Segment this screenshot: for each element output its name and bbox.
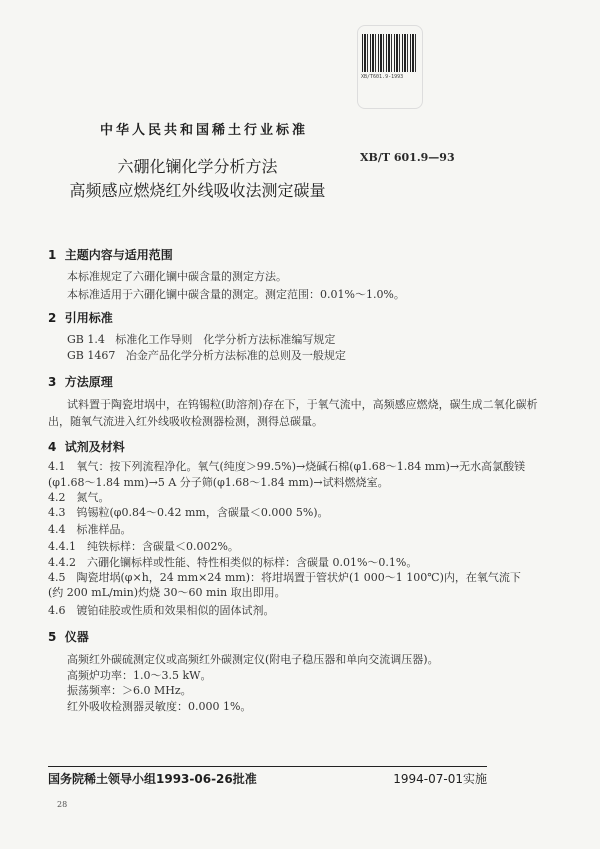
section-title: 仪器 xyxy=(64,630,89,644)
section-number: 2 xyxy=(48,311,57,325)
paragraph: 高频炉功率：1.0～3.5 kW。 xyxy=(67,669,212,682)
issuer-heading: 中华人民共和国稀土行业标准 xyxy=(100,123,309,138)
section-number: 4 xyxy=(48,440,57,454)
section-title: 方法原理 xyxy=(64,375,113,389)
clause-4-4-2: 4.4.2 六硼化镧标样或性能、特性相类似的标样：含碳量 0.01%～0.1%。 xyxy=(48,556,418,569)
paragraph: 振荡频率：＞6.0 MHz。 xyxy=(67,684,192,697)
barcode xyxy=(362,34,417,72)
reference-item xyxy=(67,333,335,346)
page-number: 28 xyxy=(57,800,68,809)
paragraph: 本标准规定了六硼化镧中碳含量的测定方法。 xyxy=(67,270,287,283)
section-number: 1 xyxy=(48,248,57,262)
clause-4-1-cont: (φ1.68～1.84 mm)→5 A 分子筛(φ1.68～1.84 mm)→试料燃烧室。 xyxy=(48,476,389,489)
reference-title: 冶金产品化学分析方法标准的总则及一般规定 xyxy=(125,349,346,362)
section-5-heading xyxy=(48,628,89,645)
title-line-1: 六硼化镧化学分析方法 xyxy=(117,157,278,176)
clause-4-4-1: 4.4.1 纯铁标样：含碳量＜0.002%。 xyxy=(48,540,239,553)
clause-4-5-cont: (约 200 mL/min)灼烧 30～60 min 取出即用。 xyxy=(48,586,286,599)
reference-code: GB 1467 xyxy=(67,349,116,362)
section-number: 3 xyxy=(48,375,57,389)
clause-4-6: 4.6 镀铂硅胶或性质和效果相似的固体试剂。 xyxy=(48,604,275,617)
clause-4-5: 4.5 陶瓷坩埚(φ×h，24 mm×24 mm)：将坩埚置于管状炉(1 000～1 100℃)内，在氧气流下 xyxy=(48,571,521,584)
approval-line: 国务院稀土领导小组1993-06-26批准 xyxy=(48,772,257,786)
clause-4-2: 4.2 氮气。 xyxy=(48,491,110,504)
section-number: 5 xyxy=(48,630,57,644)
section-title: 主题内容与适用范围 xyxy=(64,248,173,262)
section-title: 试剂及材料 xyxy=(64,440,125,454)
paragraph: 出，随氧气流进入红外线吸收检测器检测，测得总碳量。 xyxy=(48,415,323,428)
clause-4-4: 4.4 标准样品。 xyxy=(48,523,132,536)
paragraph: 高频红外碳硫测定仪或高频红外碳测定仪(附电子稳压器和单向交流调压器)。 xyxy=(67,653,439,666)
clause-4-1: 4.1 氧气：按下列流程净化。氧气(纯度＞99.5%)→烧碱石棉(φ1.68～1.84 mm)→无水高氯酸镁 xyxy=(48,460,526,473)
section-2-heading xyxy=(48,309,113,326)
paragraph: 红外吸收检测器灵敏度：0.000 1%。 xyxy=(67,700,252,713)
effective-date: 1994-07-01实施 xyxy=(393,772,487,786)
paragraph: 试料置于陶瓷坩埚中，在钨锡粒(助溶剂)存在下，于氧气流中，高频感应燃烧，碳生成二氧化碳析 xyxy=(67,398,538,411)
section-4-heading xyxy=(48,438,125,455)
paragraph: 本标准适用于六硼化镧中碳含量的测定。测定范围：0.01%～1.0%。 xyxy=(67,288,405,301)
standard-number: XB/T 601.9—93 xyxy=(360,151,455,164)
reference-item xyxy=(67,349,346,362)
section-1-heading xyxy=(48,246,173,263)
footer-rule xyxy=(48,766,487,767)
reference-title: 标准化工作导则 化学分析方法标准编写规定 xyxy=(115,333,336,346)
title-line-2: 高频感应燃烧红外线吸收法测定碳量 xyxy=(69,181,326,200)
barcode-text: XB/T601.9-1993 xyxy=(361,74,404,80)
section-3-heading xyxy=(48,373,113,390)
reference-code: GB 1.4 xyxy=(67,333,105,346)
clause-4-3: 4.3 钨锡粒(φ0.84～0.42 mm，含碳量＜0.000 5%)。 xyxy=(48,506,329,519)
section-title: 引用标准 xyxy=(64,311,113,325)
